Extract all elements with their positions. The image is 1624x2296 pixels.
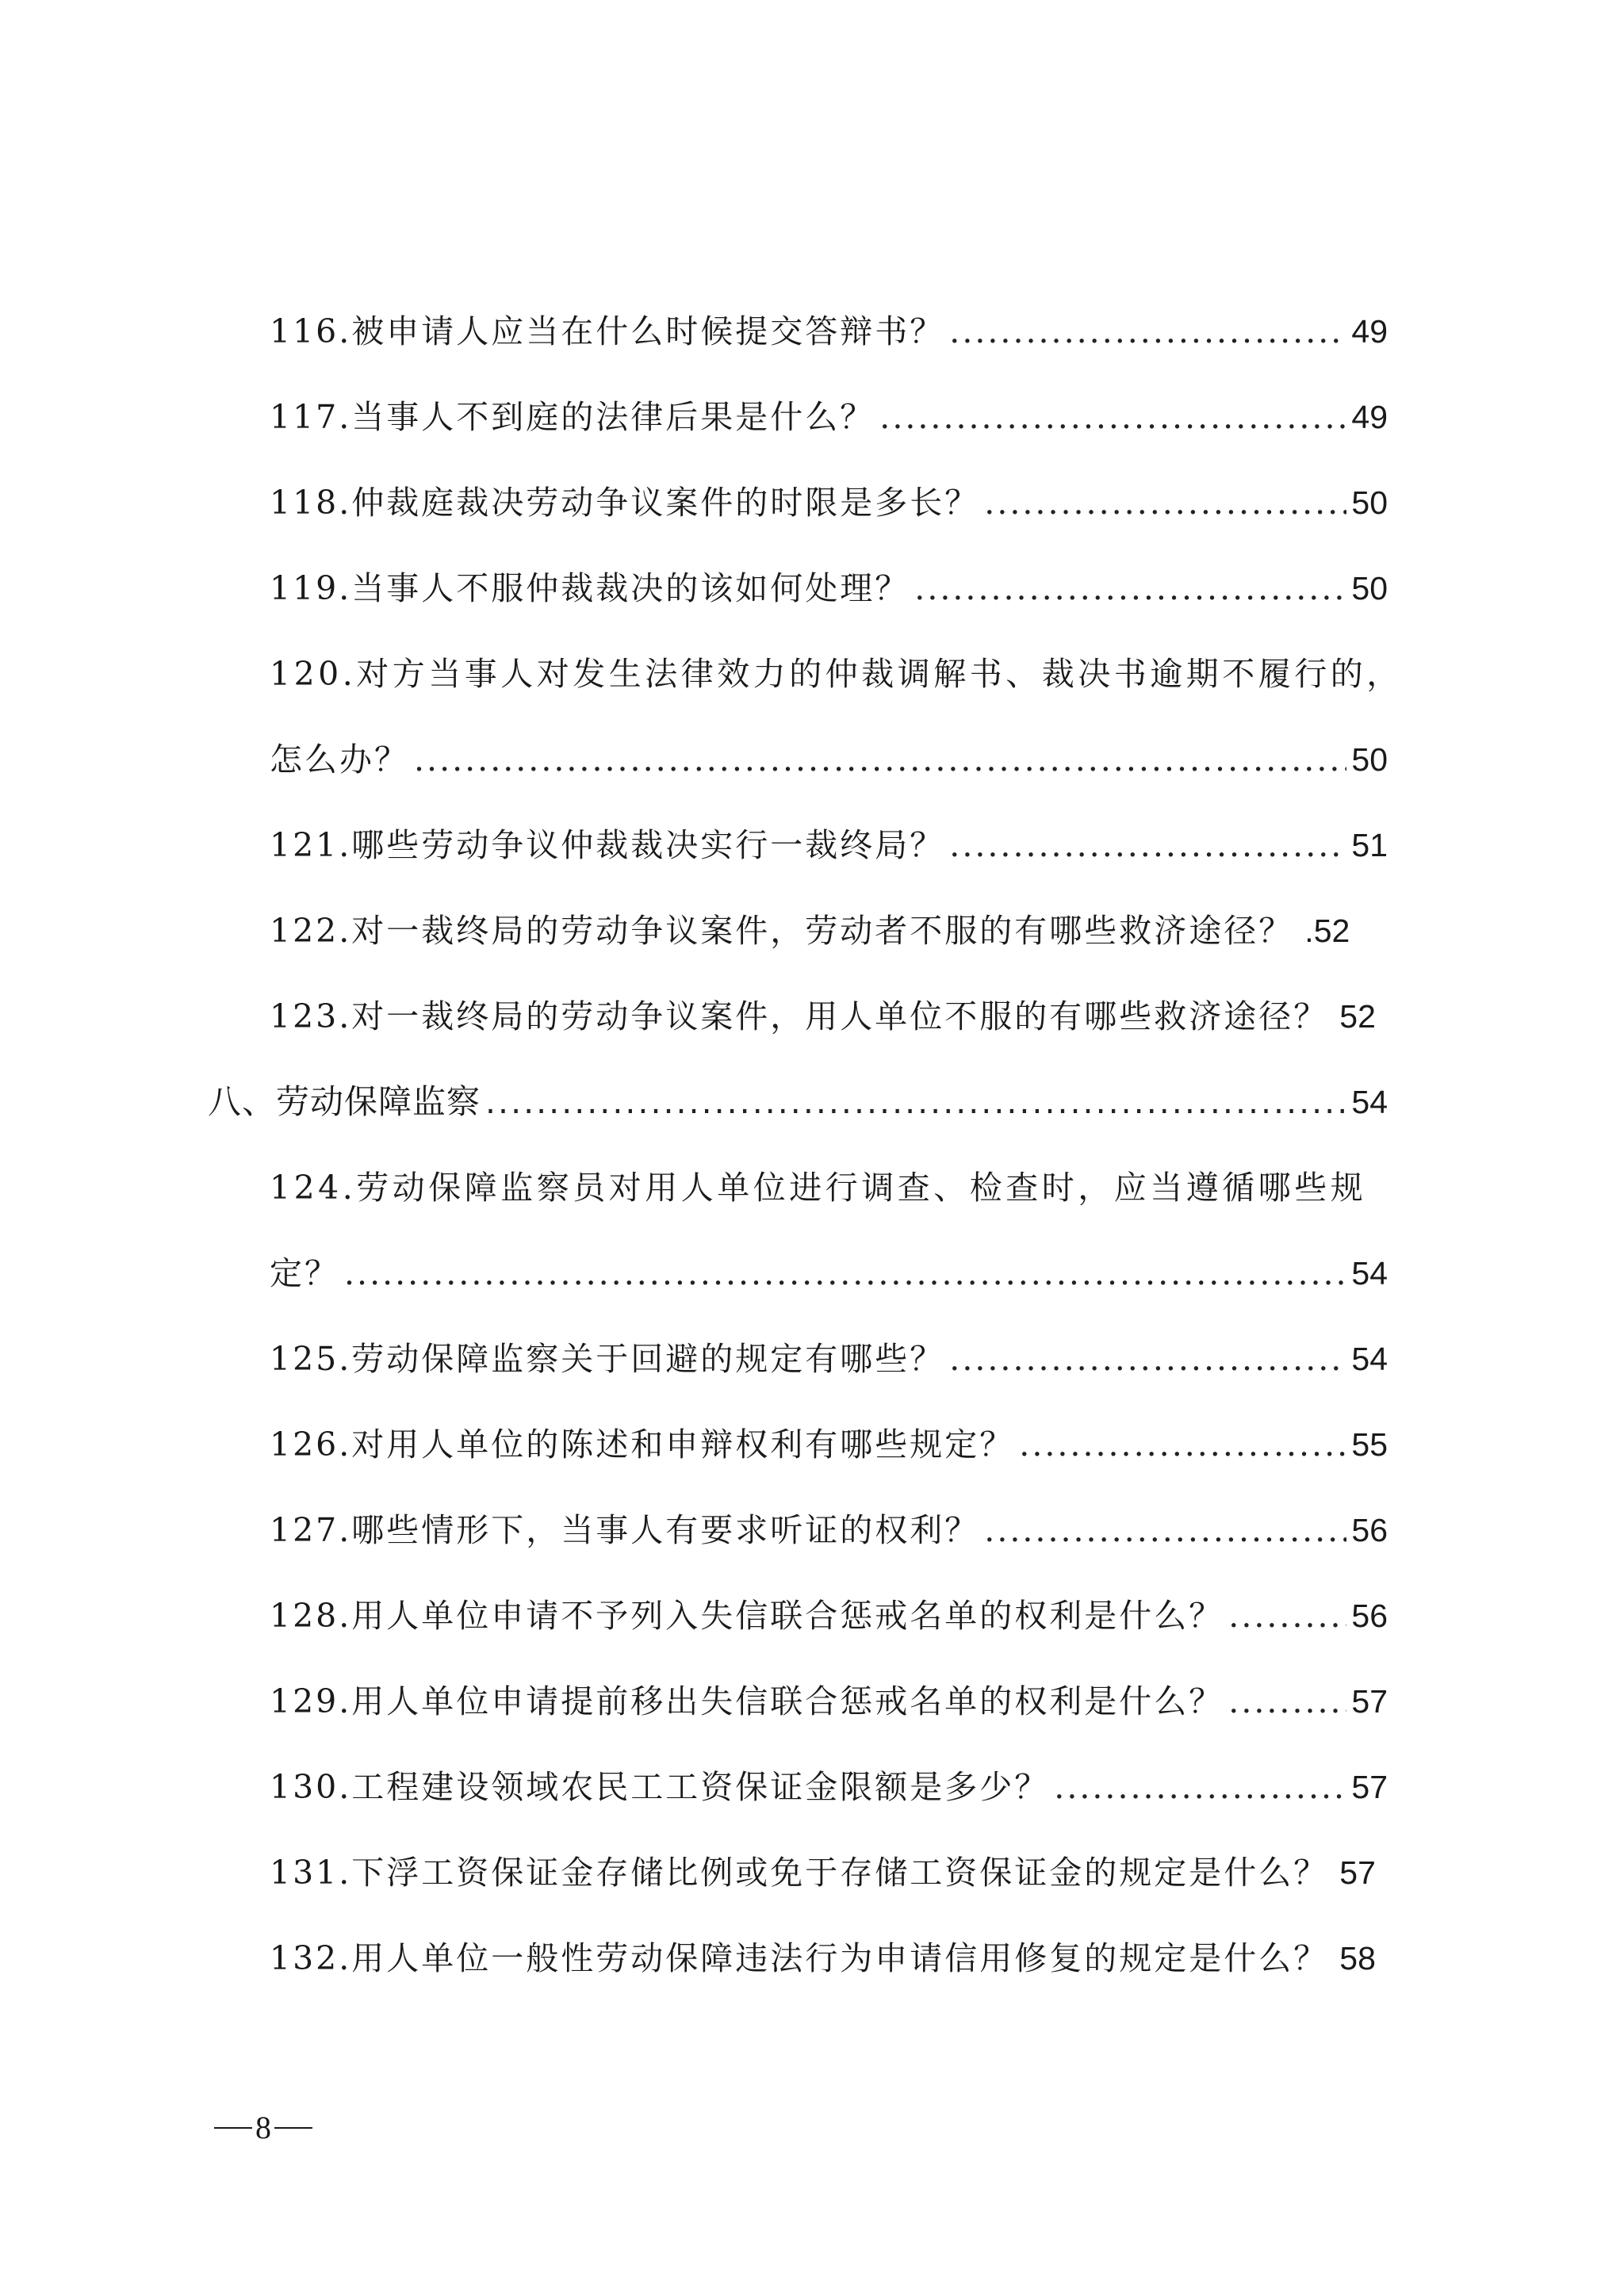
toc-entry-title: 130.工程建设领域农民工工资保证金限额是多少？	[270, 1768, 1050, 1806]
page-number: 8	[255, 2110, 271, 2145]
toc-entry-page: 56	[1351, 1598, 1388, 1634]
footer-dash-left	[214, 2127, 252, 2129]
toc-entry-title: 120.对方当事人对发生法律效力的仲裁调解书、裁决书逾期不履行的，	[270, 655, 1403, 693]
toc-entry-131[interactable]	[270, 1844, 1388, 1901]
toc-entry-page: 50	[1351, 570, 1388, 607]
toc-entry-page: 54	[1351, 1255, 1388, 1292]
dot-leader	[949, 303, 1346, 360]
toc-entry-page: 50	[1351, 741, 1388, 778]
toc-entry-130[interactable]	[270, 1758, 1388, 1816]
footer-dash-right	[274, 2127, 312, 2129]
toc-entry-title: 128.用人单位申请不予列入失信联合惩戒名单的权利是什么？	[270, 1597, 1224, 1635]
dot-leader	[485, 1073, 1346, 1131]
toc-entry-page: .52	[1304, 913, 1350, 949]
toc-entry-title: 116.被申请人应当在什么时候提交答辩书？	[270, 312, 945, 350]
toc-entry-title: 怎么办？	[270, 740, 409, 779]
toc-entry-page: 57	[1351, 1769, 1388, 1805]
toc-entry-118[interactable]	[270, 474, 1388, 531]
page-footer	[214, 2109, 312, 2146]
dot-leader	[1228, 1673, 1346, 1730]
toc-entry-title: 122.对一裁终局的劳动争议案件，劳动者不服的有哪些救济途径？	[270, 912, 1294, 950]
toc-entry-title: 127.哪些情形下，当事人有要求听证的权利？	[270, 1511, 980, 1549]
toc-entry-129[interactable]	[270, 1673, 1388, 1730]
dot-leader	[949, 817, 1346, 874]
toc-entry-122[interactable]	[270, 902, 1388, 959]
toc-section-heading[interactable]	[208, 1073, 1388, 1131]
dot-leader	[984, 1502, 1346, 1559]
toc-entry-page: 49	[1351, 399, 1388, 435]
toc-entry-page: 54	[1351, 1084, 1388, 1120]
toc-entry-title: 125.劳动保障监察关于回避的规定有哪些？	[270, 1340, 945, 1378]
dot-leader	[1019, 1416, 1346, 1473]
toc-entry-page: 54	[1351, 1341, 1388, 1377]
dot-leader	[949, 1330, 1346, 1387]
toc-entry-title: 129.用人单位申请提前移出失信联合惩戒名单的权利是什么？	[270, 1682, 1224, 1720]
toc-entry-title: 117.当事人不到庭的法律后果是什么？	[270, 398, 875, 436]
toc-entry-page: 50	[1351, 484, 1388, 521]
toc-entry-119[interactable]	[270, 560, 1388, 617]
toc-entry-126[interactable]	[270, 1416, 1388, 1473]
toc-entry-page: 57	[1339, 1854, 1376, 1891]
toc-entry-page: 57	[1351, 1683, 1388, 1720]
dot-leader	[1054, 1758, 1346, 1816]
dot-leader	[1228, 1587, 1346, 1644]
dot-leader	[414, 731, 1346, 788]
toc-entry-title: 121.哪些劳动争议仲裁裁决实行一裁终局？	[270, 826, 945, 864]
toc-entry-title: 定？	[270, 1254, 339, 1292]
toc-entry-132[interactable]	[270, 1930, 1388, 1987]
toc-entry-page: 51	[1351, 827, 1388, 863]
toc-entry-title: 118.仲裁庭裁决劳动争议案件的时限是多长？	[270, 484, 980, 522]
toc-entry-page: 58	[1339, 1940, 1376, 1976]
dot-leader	[914, 560, 1346, 617]
dot-leader	[879, 388, 1346, 446]
toc-entry-127[interactable]	[270, 1502, 1388, 1559]
dot-leader	[984, 474, 1346, 531]
toc-entry-title: 126.对用人单位的陈述和申辩权利有哪些规定？	[270, 1425, 1015, 1464]
toc-entry-125[interactable]	[270, 1330, 1388, 1387]
section-title: 八、劳动保障监察	[208, 1082, 481, 1121]
toc-entry-title: 123.对一裁终局的劳动争议案件，用人单位不服的有哪些救济途径？	[270, 997, 1329, 1035]
toc-entry-title: 132.用人单位一般性劳动保障违法行为申请信用修复的规定是什么？	[270, 1939, 1329, 1977]
toc-entry-title: 131.下浮工资保证金存储比例或免于存储工资保证金的规定是什么？	[270, 1854, 1329, 1892]
toc-entry-128[interactable]	[270, 1587, 1388, 1644]
toc-entry-120-continued[interactable]	[270, 731, 1388, 788]
toc-entry-title: 119.当事人不服仲裁裁决的该如何处理？	[270, 569, 910, 607]
toc-entry-120[interactable]	[270, 645, 1403, 702]
toc-entry-116[interactable]	[270, 303, 1388, 360]
dot-leader	[344, 1245, 1346, 1302]
toc-entry-page: 49	[1351, 313, 1388, 350]
toc-entry-117[interactable]	[270, 388, 1388, 446]
toc-entry-124[interactable]	[270, 1159, 1388, 1216]
toc-entry-page: 56	[1351, 1512, 1388, 1548]
toc-entry-page: 52	[1339, 998, 1376, 1035]
toc-entry-title: 124.劳动保障监察员对用人单位进行调查、检查时，应当遵循哪些规	[270, 1169, 1367, 1207]
toc-entry-page: 55	[1351, 1426, 1388, 1463]
toc-entry-123[interactable]	[270, 988, 1388, 1045]
toc-entry-121[interactable]	[270, 817, 1388, 874]
toc-entry-124-continued[interactable]	[270, 1245, 1388, 1302]
